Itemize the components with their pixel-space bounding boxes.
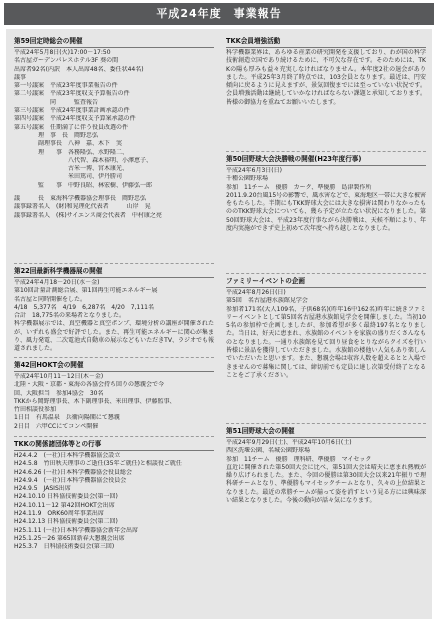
section-divider — [226, 273, 426, 274]
section-heading: 第22回最新科学機器展の開催 — [14, 267, 214, 278]
page-title: 平成24年度 事業報告 — [4, 3, 434, 25]
section-body: 直近に開催された第50回大会に比べ、第51回大会は晴天に恵まれ熱戦が繰り広げられました。また、今回の優勝は第30回大会以来21年振りで理科研チームとなり、準優勝もマイセックチームとなり、久々の上位結果となりました。最近の常勝チームが揃って姿を消すという見る方には興味深い結果となりました。今後の動向が話々気になります。 — [226, 463, 426, 505]
section-science-exhibition: 第22回最新科学機器展の開催 平成24年4月18－20日(水－金) 第10回計量計測総合展、第1回再生可能エネルギー展 名古屋と同時開催をした。 4/18 5,377名 4/19 6,287名 4/20 7,111名 合計 18,775名の来場者となりました。 科学機器展示では、真空機器と真空ポンプ、環境分析の講座が開催されたが、いずれも盛会で好評でした。また、再生可能エネルギーに関心が集まり、風力発電、二次電池式自動車の展示などもいただきTV、ラジオでも報道されました。 — [14, 267, 214, 354]
section-baseball-50: 第50回野球大会決勝戦の開催(H23年度行事) 平成24年6月3日(日) 千種公園野球場 参加 11チーム 優勝 カーク、準優勝 島津製作所 2011.9.20台風15号の影響で、風水害などで、東海地区一帯に大きな被害をもたらした。半期にもTKK野球大会には大きな損害は関わりなかったもののTKK野球大会についても、幾ら予定が立たない状況になりました。第50回野球大会は、平成23年度行事ながら決勝戦は、天候不順により、年度内実施ができず史上初めて次年度へ持ち越しとなりました。 — [226, 155, 426, 268]
section-divider — [14, 436, 214, 437]
section-membership — [226, 37, 426, 149]
section-divider — [226, 151, 426, 152]
section-divider — [226, 423, 426, 424]
report-page — [6, 29, 432, 619]
section-body: 参加者171名(大人109名、子供68名)(昨年16中162名)昨年に続きファミリーイベントとして第5回名古屋港水族館見学会を開催しました。当初105名の参加枠で企画しましたが、参加希望が多く最終197名となりました。当日は、好天に恵まれ、水族館のイベントを家族の盛りだくさんなものとなりました。一通り水族館を見て回り昼食をとりながらクイズを行い皆様に景品を獲得していただきました。水族館の楼他い人気もあり楽しんでいただいたと思います。また、懇親会場は収容人数を超えるとと入場できませんので募集に関しては、締切前でも定員に達し次第受付終了となることをご了承ください。 — [226, 305, 426, 379]
section-body: 科学機器展示では、真空機器と真空ポンプ、環境分析の講座が開催されたが、いずれも盛会で好評でした。また、再生可能エネルギーに関心が集まり、風力発電、二次電池式自動車の展示などもいただきTV、ラジオでも報道されました。 — [14, 320, 214, 353]
section-heading: 第50回野球大会決勝戦の開催(H23年度行事) — [226, 155, 426, 166]
section-general-meeting — [14, 37, 214, 220]
section-heading: ファミリーイベントの企画 — [226, 277, 426, 288]
section-lines: 平成24年5月8日(火)17:00－17:50 名古屋ガーデンパレスホテル3F 葵の間 出席者92名(内訳 本人出席48名、委任状44名) 議事 第一号議案 平成23年度事業報告の件 第二号議案 平成23年度収支予算報告の件 同 監査報告 第三号議案 平成24年度事業計画承認の件 第四号議案 平成24年度収支予算案承認の件 第五号議案 任期満了に伴う役員改選の件 理 事 長 岡野忠弘 副理事長 八神 嘉、木下 実 理 事 各務隆弘、水野隆二、 八代智、森木裕明、小澤恵子、 古米一博、宮木康光、 米田篤司、伊丹勝司 監 事 中野良昭、林宏樹、伊藤弘一郎 議 長 東海科学機器協会理事長 岡野忠弘 議事録署名人 (財)和晃理化代表者 山岸 晃 議事録署名人 (株)サイエンス商会代表者 中村康之亮 — [14, 49, 162, 219]
section-family-event: ファミリーイベントの企画 平成24年8月26日(日) 第5回 名古屋港水族館見学会 参加者171名(大人109名、子供68名)(昨年16中162名)昨年に続きファミリーイベントとして第5回名古屋港水族館見学会を開催しました。当初105名の参加枠で企画しましたが、参加希望が多く最終197名となりました。当日は、好天に恵まれ、水族館のイベントを家族の盛りだくさんなものとなりました。一通り水族館を見て回り昼食をとりながらクイズを行い皆様に景品を獲得していただきました。水族館の楼他い人気もあり楽しんでいただいたと思います。また、懇親会場は収容人数を超えるとと入場できませんので募集に関しては、締切前でも定員に達し次第受付終了となることをご了承ください。 — [226, 277, 426, 424]
section-divider — [14, 263, 214, 264]
section-heading: 第42回HOKT会の開催 — [14, 361, 214, 372]
section-related-events: TKKの関係諸団体等との行事 H24.4.2 (一社)日本科学機器協会設立 H24.5.8 竹田秋夫理事のご逝任(35年ご就任)と相談役ご就任 H24.6.26 (一社)日本科学機器協会役員総会 H24.9.4 (一社)日本科学機器協会役員会 H24.9.5 JASIS出席 H24.10.10 日科協技術委員会(第一回) H24.10.11－12 第42回HOKT会出席 H24.11.9 ORK60周年事業出席 H24.12.13 日科協技術委員会(第二回) H25.1.11 (一社)日本科学機器協会新年会出席 H25.1.25－26 第65回新春大懇親会出席 H25.3.7 日科協技術委員会(第三回) — [14, 440, 214, 552]
section-divider — [14, 357, 214, 358]
section-body: 科学機器業界は、あらゆる産業の研究開発を支援しており、わが国の科学技術創造立国であり続けるために、不可欠な存在です。そのためには、TKKの陽も厚みも益々充実しなければなりません。本年度2社の退会がありました。平成25年3月終了時点では、103会員となります。最近は、円安傾向に戻るように見えますが、景気回復までには至っていない状況です。会員増強活動は継続していかなければならない課題と承知しております。皆様の御協力を重ねてお願いいたします。 — [226, 49, 426, 106]
section-heading: TKKの関係諸団体等との行事 — [14, 440, 214, 451]
section-baseball-51: 第51回野球大会の開催 平成24年9月29日(土)、平成24年10月6日(土) 西区洗堰公園、名城公園野球場 参加 11チーム 優勝 理科研、準優勝 マイセック 直近に開催された第50回大会に比べ、第51回大会は晴天に恵まれ熱戦が繰り広げられました。また、今回の優勝は第30回大会以来21年振りで理科研チームとなり、準優勝もマイセックチームとなり、久々の上位結果となりました。最近の常勝チームが揃って姿を消すという見る方には興味深い結果となりました。今後の動向が話々気になります。 — [226, 427, 426, 540]
section-heading: TKK会員増強活動 — [226, 37, 426, 48]
section-hokt-meeting: 第42回HOKT会の開催 平成24年10月11－12日(木－金) 北陸・大阪・京都・東海の各協会持ち回りの懇親会で今 回、大阪担当 参加4協会 30名 TKKから岡野理事長、木下副理事長、米田理事、伊藤監事、 竹田相談役参加 1日目 有馬温泉 兵衛向陽閣にて懇親 2日目 六甲CCにてコンペ開催 — [14, 361, 214, 431]
section-heading: 第51回野球大会の開催 — [226, 427, 426, 438]
section-heading: 第59回定時総会の開催 — [14, 37, 214, 48]
section-body: 2011.9.20台風15号の影響で、風水害などで、東海地区一帯に大きな被害をもたらした。半期にもTKK野球大会には大きな損害は関わりなかったもののTKK野球大会についても、幾ら予定が立たない状況になりました。第50回野球大会は、平成23年度行事ながら決勝戦は、天候不順により、年度内実施ができず史上初めて次年度へ持ち越しとなりました。 — [226, 191, 426, 233]
